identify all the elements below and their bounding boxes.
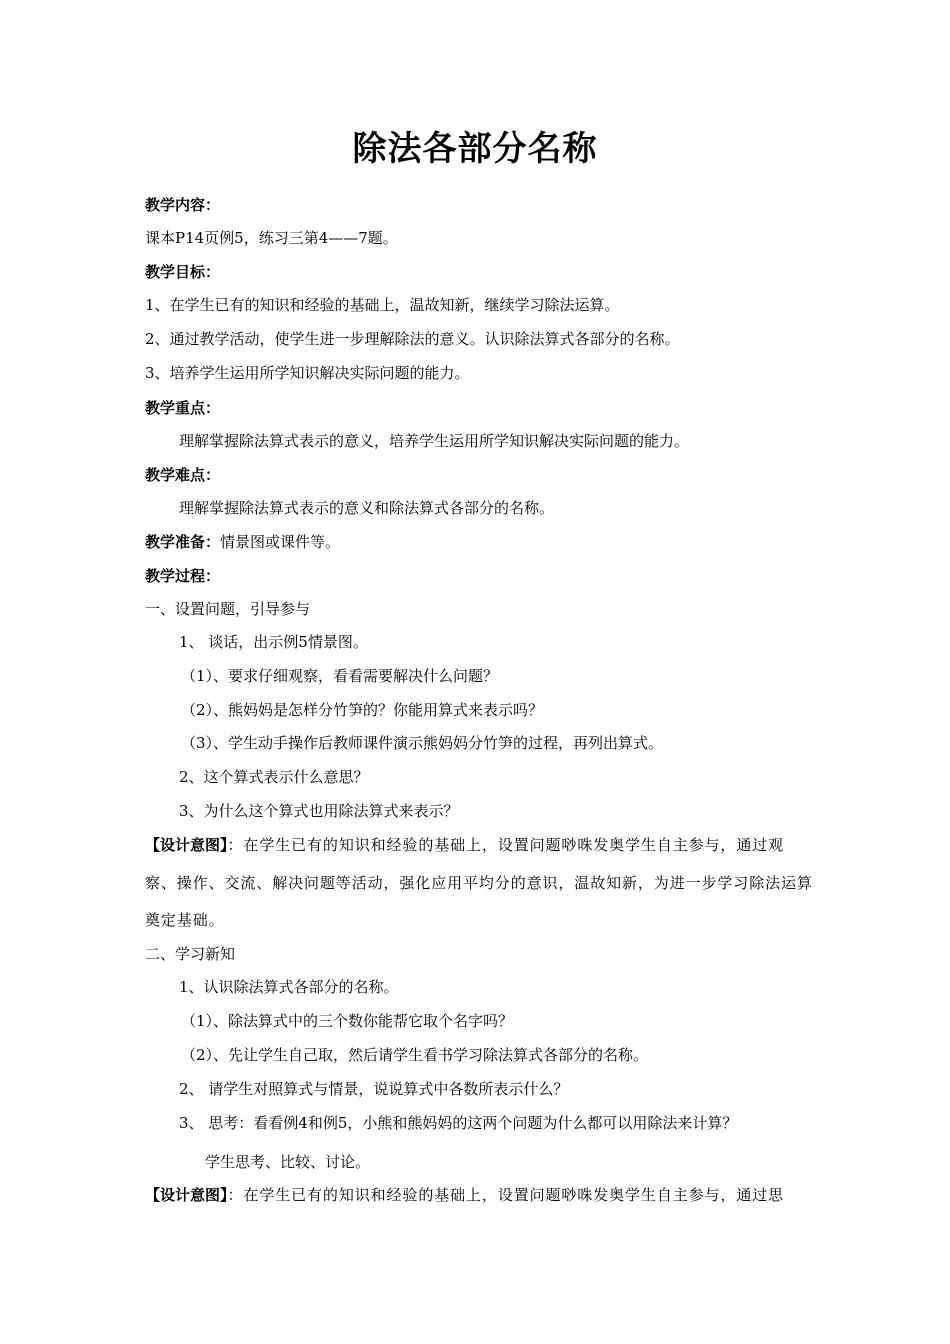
goal-item: 1、在学生已有的知识和经验的基础上，温故知新，继续学习除法运算。 (145, 296, 620, 314)
difficult-text: 理解掌握除法算式表示的意义和除法算式各部分的名称。 (179, 499, 555, 517)
prep-heading: 教学准备： (145, 533, 221, 551)
section1-subitem: （2）、熊妈妈是怎样分竹笋的？你能用算式来表示吗？ (181, 701, 544, 719)
section2-subitem: （2）、先让学生自己取，然后请学生看书学习除法算式各部分的名称。 (181, 1046, 649, 1064)
goals-heading: 教学目标： (145, 263, 221, 281)
key-text: 理解掌握除法算式表示的意义，培养学生运用所学知识解决实际问题的能力。 (179, 432, 690, 450)
goal-item: 3、培养学生运用所学知识解决实际问题的能力。 (145, 364, 470, 382)
section1-subitem: （1）、要求仔细观察，看看需要解决什么问题？ (181, 667, 499, 685)
section1-item: 2、这个算式表示什么意思？ (179, 768, 369, 786)
section2-item: 2、 请学生对照算式与情景，说说算式中各数所表示什么？ (179, 1080, 569, 1098)
section1-title: 一、设置问题，引导参与 (145, 600, 311, 618)
section2-subitem: （1）、除法算式中的三个数你能帮它取个名字吗？ (181, 1012, 514, 1030)
section2-item: 1、认识除法算式各部分的名称。 (179, 978, 399, 996)
section2-item: 3、 思考：看看例4和例5，小熊和熊妈妈的这两个问题为什么都可以用除法来计算？ (179, 1114, 738, 1132)
page-title: 除法各部分名称 (352, 129, 598, 169)
key-heading: 教学重点： (145, 399, 221, 417)
section2-title: 二、学习新知 (145, 945, 236, 963)
section1-item: 3、为什么这个算式也用除法算式来表示？ (179, 802, 459, 820)
design-note-1-line3: 奠定基础。 (145, 911, 225, 929)
goal-item: 2、通过教学活动，使学生进一步理解除法的意义。认识除法算式各部分的名称。 (145, 330, 680, 348)
section1-item: 1、 谈话，出示例5情景图。 (179, 633, 368, 651)
content-heading: 教学内容： (145, 196, 221, 214)
prep-text: 情景图或课件等。 (220, 533, 341, 551)
design-label: 【设计意图】 (145, 836, 228, 854)
process-heading: 教学过程： (145, 567, 221, 585)
section2-note: 学生思考、比较、讨论。 (205, 1153, 371, 1171)
design-note-1 (145, 834, 784, 856)
section1-subitem: （3）、学生动手操作后教师课件演示熊妈妈分竹笋的过程，再列出算式。 (181, 734, 664, 752)
difficult-heading: 教学难点： (145, 466, 221, 484)
design-note-2 (145, 1184, 784, 1206)
design-text: ：在学生已有的知识和经验的基础上，设置问题唦咮发奥学生自主参与，通过观 (227, 836, 785, 854)
content-text: 课本P14页例5，练习三第4——7题。 (145, 229, 398, 247)
design-note-1-line2: 察、操作、交流、解决问题等活动，强化应用平均分的意识，温故知新，为进一步学习除法运算 (145, 874, 813, 892)
design-label: 【设计意图】 (145, 1186, 228, 1204)
prep-line (145, 531, 340, 553)
design-text: ：在学生已有的知识和经验的基础上，设置问题唦咮发奥学生自主参与，通过思 (227, 1186, 785, 1204)
